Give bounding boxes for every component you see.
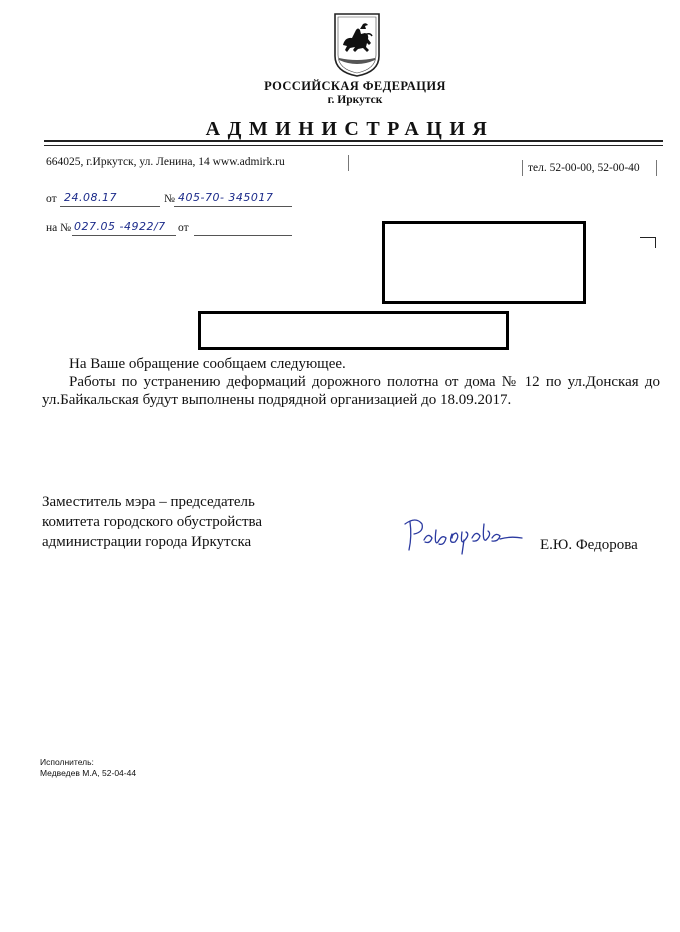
phone-separator-left	[522, 160, 523, 176]
signatory-title-line: администрации города Иркутска	[42, 534, 252, 550]
redacted-recipient-block	[382, 221, 586, 304]
redacted-salutation-block	[198, 311, 509, 350]
body-paragraph: Работы по устранению деформаций дорожного полотна от дома № 12 по ул.Донская до ул.Байкальская будут выполнены подрядной организацией до 18.09.2017.	[42, 374, 660, 408]
signatory-title	[42, 492, 362, 552]
signatory-title-line: комитета городского обустройства	[42, 514, 263, 530]
number-underline	[174, 206, 292, 207]
signatory-name: Е.Ю. Федорова	[540, 537, 638, 553]
number-label: №	[164, 193, 175, 205]
phone-line: тел. 52-00-00, 52-00-40	[528, 162, 640, 174]
executor-details: Медведев М.А, 52-04-44	[40, 768, 137, 778]
city-name: г. Иркутск	[327, 94, 383, 106]
signatory-title-line: Заместитель мэра – председатель	[42, 494, 255, 510]
executor-label: Исполнитель:	[40, 757, 94, 767]
header-divider-thin	[44, 145, 663, 146]
reply-number: 027.05 -4922/7	[74, 220, 166, 233]
letter-body	[42, 355, 660, 409]
letter-date: 24.08.17	[64, 191, 117, 204]
phone-separator-right	[656, 160, 657, 176]
organization-title: АДМИНИСТРАЦИЯ	[205, 118, 495, 140]
reply-date-label: от	[178, 222, 189, 234]
handwritten-signature	[402, 512, 524, 558]
address-line: 664025, г.Иркутск, ул. Ленина, 14 www.admirk.ru	[46, 156, 285, 168]
header-divider	[44, 140, 663, 142]
reply-number-underline	[72, 235, 176, 236]
address-separator	[348, 155, 349, 171]
executor-info	[40, 757, 136, 779]
address-corner-mark-vertical	[655, 237, 656, 248]
date-underline	[60, 206, 160, 207]
reply-date-underline	[194, 235, 292, 236]
date-label: от	[46, 193, 57, 205]
body-paragraph: На Ваше обращение сообщаем следующее.	[69, 356, 346, 372]
address-corner-mark	[640, 237, 655, 238]
letter-number: 405-70- 345017	[178, 191, 274, 204]
coat-of-arms-icon	[333, 12, 381, 78]
country-name: РОССИЙСКАЯ ФЕДЕРАЦИЯ	[264, 79, 446, 93]
reply-number-label: на №	[46, 222, 72, 234]
